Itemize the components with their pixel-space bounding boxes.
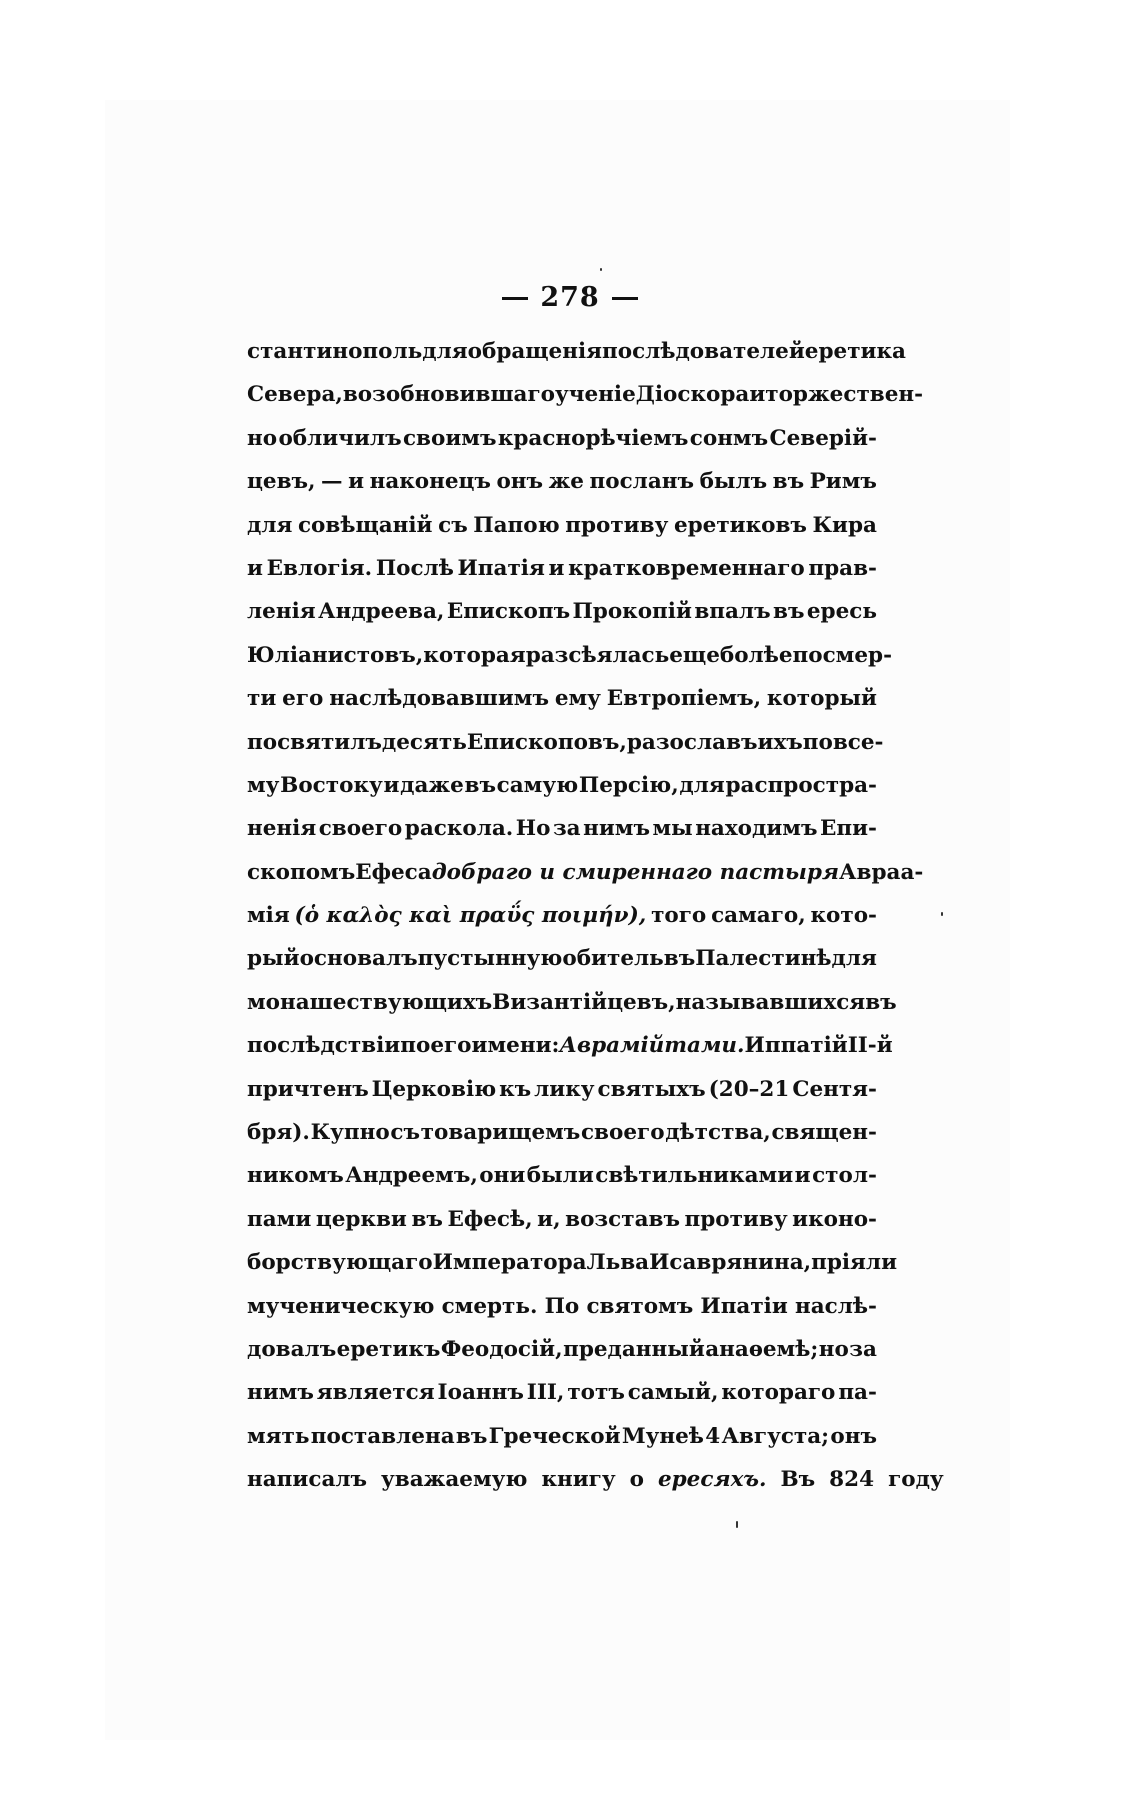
word: Юліанистовъ,: [247, 642, 424, 668]
word: мія: [247, 903, 290, 929]
word: за: [849, 1336, 877, 1362]
word: (20–21: [708, 1076, 790, 1102]
word: 824: [829, 1467, 875, 1493]
text-line: [247, 634, 892, 677]
word: написалъ: [247, 1467, 368, 1493]
word: Купно: [310, 1120, 390, 1146]
word: Палестинѣ: [695, 946, 832, 972]
word: товарищемъ: [420, 1120, 581, 1146]
text-line: [247, 417, 877, 460]
word: совѣщаній: [297, 512, 433, 538]
word: послѣдователей: [602, 339, 805, 364]
word: Епи-: [819, 816, 877, 842]
word: Прокопій: [572, 599, 692, 625]
word: Льва: [586, 1250, 650, 1276]
word: Авраа-: [839, 859, 924, 885]
word: и,: [537, 1206, 561, 1232]
word: Северій-: [769, 425, 877, 451]
word: наконецъ: [369, 469, 491, 495]
word: еретиковъ: [673, 512, 807, 538]
word: Діоскора: [635, 382, 750, 408]
body-text: [247, 330, 944, 1502]
word: въ: [772, 469, 805, 495]
word: были: [526, 1163, 594, 1189]
word: Кира: [812, 512, 877, 538]
word: того: [651, 903, 707, 929]
word: къ: [499, 1076, 532, 1102]
word: торжествен-: [765, 382, 924, 408]
word: добраго и смиреннаго пастыря: [431, 859, 840, 885]
word: нимъ: [247, 1380, 314, 1406]
word: самый,: [627, 1380, 719, 1406]
word: дѣтства,: [665, 1120, 771, 1146]
text-line: [247, 894, 877, 937]
word: Ефесѣ,: [447, 1206, 533, 1232]
text-line: [247, 1154, 877, 1197]
word: противу: [565, 512, 669, 538]
page-number-dash-left: [502, 297, 528, 300]
word: и: [749, 382, 766, 408]
word: преданный: [563, 1336, 705, 1362]
word: своего: [318, 816, 403, 842]
word: прав-: [808, 555, 877, 581]
word: своимъ: [402, 425, 497, 451]
word: ненія: [247, 816, 317, 842]
word: (ὁ καλὸς καὶ πραΰς ποιμήν),: [294, 903, 647, 929]
text-line: [247, 721, 884, 764]
word: еретикъ: [336, 1336, 441, 1362]
word: за: [552, 816, 581, 842]
word: пами: [247, 1206, 312, 1232]
word: самую: [496, 772, 579, 798]
word: книгу: [541, 1467, 616, 1493]
text-line: [247, 330, 906, 373]
word: пріяли: [811, 1250, 898, 1276]
page-number-value: 278: [540, 282, 600, 313]
word: —: [321, 469, 343, 495]
word: пустынную: [417, 946, 563, 972]
word: послѣдствіи: [247, 1033, 401, 1059]
word: возставъ: [565, 1206, 680, 1232]
word: наслѣдовавшимъ: [329, 686, 549, 712]
word: Андреева,: [318, 599, 445, 625]
word: и: [548, 555, 565, 581]
word: посвятилъ: [247, 729, 382, 755]
word: обращенія: [467, 339, 603, 364]
word: въ: [411, 1206, 443, 1232]
word: Римъ: [809, 469, 877, 495]
text-line: [247, 373, 924, 416]
word: му: [247, 772, 280, 798]
word: кото-: [810, 903, 877, 929]
word: мять: [247, 1423, 310, 1449]
word: па-: [838, 1380, 877, 1406]
word: имени:: [471, 1033, 560, 1059]
word: святомъ: [586, 1293, 694, 1319]
word: Но: [515, 816, 551, 842]
word: Августа;: [721, 1423, 830, 1449]
word: противу: [684, 1206, 788, 1232]
word: уважаемую: [381, 1467, 528, 1493]
word: анаѳемѣ;: [705, 1336, 819, 1362]
word: стантинополь: [247, 339, 423, 364]
word: по: [802, 729, 833, 755]
word: основалъ: [299, 946, 418, 972]
word: священ-: [771, 1120, 877, 1146]
text-line: [247, 981, 897, 1024]
word: наслѣ-: [794, 1293, 877, 1319]
word: церкви: [315, 1206, 407, 1232]
word: для: [831, 946, 877, 972]
word: смер-: [822, 642, 892, 668]
word: Ипатія: [457, 555, 545, 581]
word: иконо-: [792, 1206, 877, 1232]
word: скопомъ: [247, 859, 356, 885]
word: обитель: [562, 946, 664, 972]
word: десять: [381, 729, 467, 755]
text-line: [247, 590, 877, 633]
word: по: [792, 642, 823, 668]
word: ихъ: [757, 729, 803, 755]
word: борствующаго: [247, 1250, 433, 1276]
text-line: [247, 1458, 944, 1501]
word: Въ: [780, 1467, 816, 1493]
word: Евлогія.: [266, 555, 373, 581]
word: въ: [455, 1423, 488, 1449]
word: Папою: [473, 512, 560, 538]
word: же: [548, 469, 584, 495]
word: цевъ,: [247, 469, 316, 495]
word: нимъ: [583, 816, 650, 842]
text-line: [247, 937, 877, 980]
word: ленія: [247, 599, 316, 625]
word: по: [400, 1033, 431, 1059]
word: Исаврянина,: [649, 1250, 812, 1276]
word: Евтропіемъ,: [606, 686, 762, 712]
word: свѣтильниками: [595, 1163, 794, 1189]
text-line: [247, 1068, 877, 1111]
text-line: [247, 504, 877, 547]
word: ученіе: [555, 382, 636, 408]
scan-speck: [941, 912, 943, 916]
text-line: [247, 851, 924, 894]
word: ересь: [806, 599, 877, 625]
word: кратковременнаго: [568, 555, 805, 581]
text-line: [247, 1415, 877, 1458]
word: III,: [526, 1380, 565, 1406]
word: смерть.: [441, 1293, 538, 1319]
word: Сентя-: [792, 1076, 877, 1102]
word: въ: [663, 946, 696, 972]
word: поставлена: [310, 1423, 455, 1449]
word: Феодосій,: [440, 1336, 563, 1362]
word: его: [430, 1033, 472, 1059]
text-line: [247, 1328, 877, 1371]
word: болѣе: [719, 642, 793, 668]
text-line: [247, 1198, 877, 1241]
word: еретика: [804, 339, 906, 364]
word: даже: [400, 772, 464, 798]
word: краснорѣчіемъ: [497, 425, 689, 451]
word: обличилъ: [278, 425, 402, 451]
word: все-: [832, 729, 884, 755]
word: своего: [580, 1120, 665, 1146]
text-line: [247, 764, 877, 807]
word: для: [679, 772, 725, 798]
word: Ипатіи: [700, 1293, 788, 1319]
word: Мунеѣ: [621, 1423, 704, 1449]
word: и: [247, 555, 263, 581]
word: самаго,: [711, 903, 806, 929]
word: Иппатій: [744, 1033, 848, 1059]
word: Послѣ: [375, 555, 454, 581]
word: Востоку: [280, 772, 383, 798]
word: съ: [438, 512, 468, 538]
word: но: [247, 425, 278, 451]
word: стол-: [812, 1163, 877, 1189]
word: возобновившаго: [342, 382, 555, 408]
word: въ: [773, 599, 805, 625]
word: и: [348, 469, 365, 495]
word: святыхъ: [597, 1076, 706, 1102]
word: ему: [554, 686, 601, 712]
word: которая: [423, 642, 526, 668]
word: но: [818, 1336, 849, 1362]
word: году: [888, 1467, 944, 1493]
word: съ: [390, 1120, 420, 1146]
word: еще: [669, 642, 720, 668]
text-line: [247, 1285, 877, 1328]
text-line: [247, 1241, 898, 1284]
word: Церковію: [371, 1076, 497, 1102]
word: тотъ: [567, 1380, 625, 1406]
word: является: [316, 1380, 435, 1406]
word: который: [766, 686, 877, 712]
word: онъ: [496, 469, 544, 495]
word: Андреемъ,: [345, 1163, 478, 1189]
word: былъ: [699, 469, 768, 495]
word: Епископъ: [446, 599, 571, 625]
word: разсѣялась: [525, 642, 670, 668]
word: котораго: [721, 1380, 836, 1406]
word: для: [247, 512, 293, 538]
word: никомъ: [247, 1163, 344, 1189]
word: Персію,: [578, 772, 679, 798]
word: называвшихся: [675, 989, 866, 1015]
word: рый: [247, 946, 300, 972]
word: и: [383, 772, 400, 798]
word: ересяхъ.: [657, 1467, 767, 1493]
word: находимъ: [695, 816, 818, 842]
word: распростра-: [725, 772, 877, 798]
word: 4: [705, 1423, 721, 1449]
word: и: [794, 1163, 811, 1189]
word: мы: [652, 816, 693, 842]
scan-speck: [600, 268, 602, 271]
word: Византійцевъ,: [492, 989, 676, 1015]
word: Іоаннъ: [437, 1380, 524, 1406]
word: о: [629, 1467, 644, 1493]
text-line: [247, 1111, 877, 1154]
word: Греческой: [488, 1423, 621, 1449]
word: онъ: [830, 1423, 877, 1449]
word: бря).: [247, 1120, 310, 1146]
word: для: [422, 339, 468, 364]
word: монашествующихъ: [247, 989, 493, 1015]
text-line: [247, 1371, 877, 1414]
word: Аврамійтами.: [559, 1033, 745, 1059]
word: лику: [534, 1076, 595, 1102]
word: сонмъ: [689, 425, 769, 451]
word: посланъ: [589, 469, 695, 495]
word: раскола.: [404, 816, 514, 842]
word: ти: [247, 686, 277, 712]
page-number-dash-right: [612, 297, 638, 300]
text-line: [247, 547, 877, 590]
word: причтенъ: [247, 1076, 369, 1102]
word: они: [479, 1163, 526, 1189]
text-line: [247, 460, 877, 503]
text-line: [247, 1024, 893, 1067]
word: Императора: [432, 1250, 587, 1276]
word: Севера,: [247, 382, 343, 408]
word: мученическую: [247, 1293, 435, 1319]
text-line: [247, 807, 877, 850]
word: впалъ: [694, 599, 771, 625]
word: Епископовъ,: [466, 729, 627, 755]
word: Ефеса: [355, 859, 432, 885]
word: въ: [865, 989, 897, 1015]
word: разославъ: [626, 729, 758, 755]
word: По: [544, 1293, 580, 1319]
word: его: [282, 686, 324, 712]
page-number: [0, 282, 1140, 313]
word: довалъ: [247, 1336, 337, 1362]
word: въ: [464, 772, 496, 798]
scan-speck: [736, 1521, 738, 1528]
word: II-й: [847, 1033, 893, 1059]
text-line: [247, 677, 877, 720]
